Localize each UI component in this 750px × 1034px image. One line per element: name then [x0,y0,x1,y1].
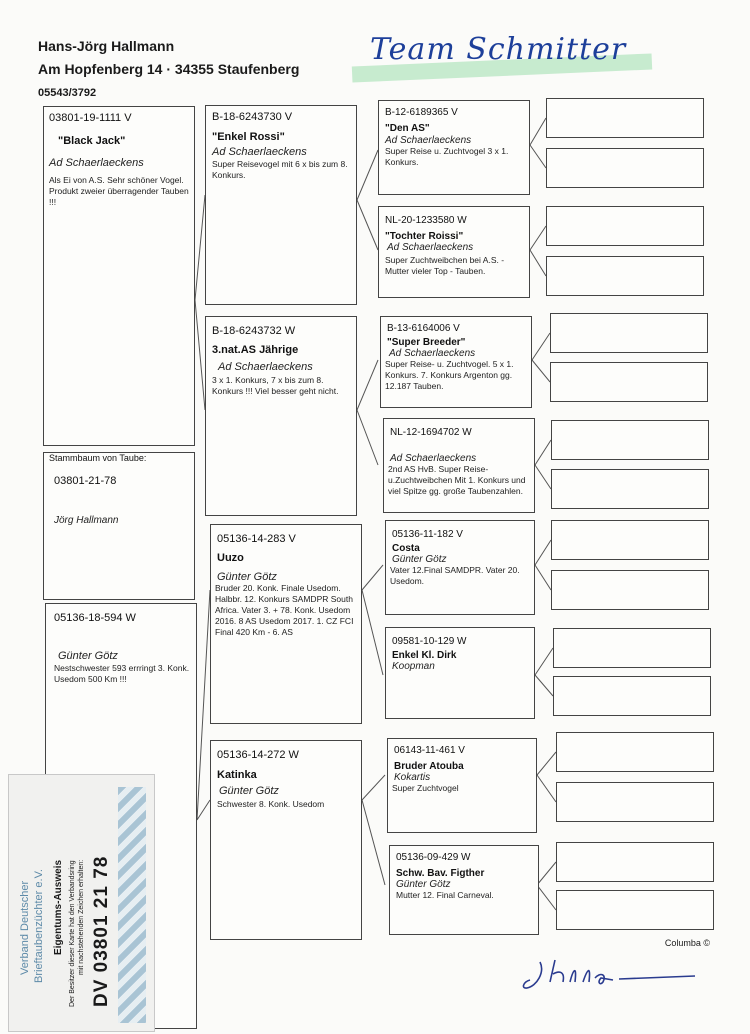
empty-ancestor-box [550,313,708,353]
great-grandparent-ring: 06143-11-461 V [394,745,465,756]
subject-name: "Black Jack" [58,135,126,147]
great-grandparent-name: Enkel Kl. Dirk [392,650,457,661]
great-grandparent-name: "Tochter Roissi" [385,231,464,242]
great-grandparent-ring: 05136-11-182 V [392,529,463,540]
great-grandparent-breeder: Ad Schaerlaeckens [390,453,477,464]
pedigree-label-title: Stammbaum von Taube: [49,453,147,463]
empty-ancestor-box [551,520,709,560]
connector-gp3 [362,565,383,675]
empty-ancestor-box [546,256,704,296]
connector-gp2 [357,360,378,465]
great-grandparent-note: Super Reise- u. Zuchtvogel. 5 x 1. Konkurs. 7. Konkurs Argenton gg. 12.187 Tauben. [385,359,514,391]
empty-ancestor-box [556,842,714,882]
card-fine-print-2: mit nachstehenden Zeichen erhalten: [78,859,85,975]
great-grandparent-name: "Super Breeder" [387,337,466,348]
grandparent-note: Bruder 20. Konk. Finale Usedom. Halbbr. 12. Konkurs SAMDPR South Africa. Vater 3. + 78. Konk. Usedom 2016. 8 AS Usedom 2017. 1. CZ FCI Final 420 Km - 6. AS [215,583,354,637]
great-grandparent-breeder: Günter Götz [392,554,447,565]
card-org-line2: Brieftaubenzüchter e.V. [33,869,45,983]
owner-phone: 05543/3792 [38,87,97,99]
grandparent-box-2 [205,316,357,516]
empty-ancestor-box [546,98,704,138]
great-grandparent-name: Bruder Atouba [394,761,464,772]
card-fine-print-1: Der Besitzer dieser Karte hat den Verbandsring [69,860,76,1007]
owner-address: Am Hopfenberg 14 · 34355 Staufenberg [38,61,300,77]
great-grandparent-box-2 [378,206,530,298]
owner-name: Hans-Jörg Hallmann [38,38,175,54]
grandparent-ring: B-18-6243732 W [212,325,296,337]
empty-ancestor-box [553,628,711,668]
great-grandparent-note: 2nd AS HvB. Super Reise- u.Zuchtweibchen Mit 1. Konkurs und viel Spitze gg. große Taubenzahlen. [388,464,526,496]
great-grandparent-name: "Den AS" [385,123,430,134]
great-grandparent-ring: NL-20-1233580 W [385,215,467,226]
subject-note: Als Ei von A.S. Sehr schöner Vogel. Produkt zweier überragender Tauben !!! [49,175,189,207]
great-grandparent-ring: 05136-09-429 W [396,852,471,863]
empty-ancestor-box [556,782,714,822]
great-grandparent-breeder: Ad Schaerlaeckens [389,348,476,359]
great-grandparent-breeder: Kokartis [394,772,431,783]
great-grandparent-note: Super Reise u. Zuchtvogel 3 x 1. Konkurs. [385,146,509,167]
empty-ancestor-box [546,148,704,188]
card-pattern-strip [118,787,146,1023]
grandparent-ring: 05136-14-283 V [217,533,296,545]
great-grandparent-box-7 [387,738,537,833]
grandparent-note: Super Reisevogel mit 6 x bis zum 8. Konkurs. [212,159,348,180]
great-grandparent-ring: B-13-6164006 V [387,323,460,334]
grandparent-ring: 05136-14-272 W [217,749,299,761]
subject-box [43,106,195,446]
great-grandparent-breeder: Ad Schaerlaeckens [387,242,474,253]
grandparent-breeder: Günter Götz [217,571,277,583]
connector-gp1 [357,150,378,250]
great-grandparent-box-1 [378,100,530,195]
dam-note: Nestschwester 593 errringt 3. Konk. Usedom 500 Km !!! [54,663,190,684]
grandparent-name: 3.nat.AS Jährige [212,344,299,356]
empty-ancestor-box [556,890,714,930]
pedigree-label-owner: Jörg Hallmann [54,515,119,526]
signature [515,952,715,992]
empty-ancestor-box [551,570,709,610]
handwritten-title: Team Schmitter [370,32,627,67]
dam-ring: 05136-18-594 W [54,612,136,624]
grandparent-note: 3 x 1. Konkurs, 7 x bis zum 8. Konkurs !!! Viel besser geht nicht. [212,375,339,396]
great-grandparent-note: Super Zuchtvogel [392,783,459,793]
great-grandparent-breeder: Günter Götz [396,879,451,890]
connector-subject [195,195,205,410]
great-grandparent-box-4 [383,418,535,513]
great-grandparent-note: Super Zuchtweibchen bei A.S. - Mutter vieler Top - Tauben. [385,255,505,276]
great-grandparent-box-8 [389,845,539,935]
empty-ancestor-box [553,676,711,716]
great-grandparent-breeder: Koopman [392,661,435,672]
grandparent-box-4 [210,740,362,940]
grandparent-box-3 [210,524,362,724]
empty-ancestor-box [551,469,709,509]
grandparent-breeder: Ad Schaerlaeckens [218,361,313,373]
empty-ancestor-box [546,206,704,246]
great-grandparent-ring: 09581-10-129 W [392,636,467,647]
card-ring-number: DV 03801 21 78 [91,855,112,1007]
grandparent-ring: B-18-6243730 V [212,111,293,123]
brand-label: Columba © [664,938,710,948]
grandparent-box-1 [205,105,357,305]
pedigree-label-box [43,452,195,600]
great-grandparent-note: Vater 12.Final SAMDPR. Vater 20. Usedom. [390,565,520,586]
pedigree-label-ring: 03801-21-78 [54,475,117,487]
great-grandparent-box-3 [380,316,532,408]
signature-scribble [515,952,715,992]
ownership-card [8,774,155,1032]
great-grandparent-ring: B-12-6189365 V [385,107,458,118]
great-grandparent-box-6 [385,627,535,719]
great-grandparent-box-5 [385,520,535,615]
subject-breeder: Ad Schaerlaeckens [49,157,144,169]
great-grandparent-note: Mutter 12. Final Carneval. [396,890,494,900]
grandparent-name: Katinka [217,769,257,781]
connector-gp4 [362,775,385,885]
connector-dam [197,590,210,820]
grandparent-breeder: Ad Schaerlaeckens [212,146,307,158]
empty-ancestor-box [550,362,708,402]
dam-breeder: Günter Götz [58,650,118,662]
empty-ancestor-box [556,732,714,772]
grandparent-breeder: Günter Götz [219,785,279,797]
grandparent-name: "Enkel Rossi" [212,131,285,143]
great-grandparent-breeder: Ad Schaerlaeckens [385,135,472,146]
great-grandparent-name: Schw. Bav. Figther [396,868,485,879]
great-grandparent-name: Costa [392,543,420,554]
empty-ancestor-box [551,420,709,460]
card-title: Eigentums-Ausweis [53,859,64,955]
great-grandparent-ring: NL-12-1694702 W [390,427,472,438]
grandparent-name: Uuzo [217,552,244,564]
card-org-line1: Verband Deutscher [19,880,31,975]
grandparent-note: Schwester 8. Konk. Usedom [217,799,325,809]
subject-ring: 03801-19-1111 V [49,112,132,124]
